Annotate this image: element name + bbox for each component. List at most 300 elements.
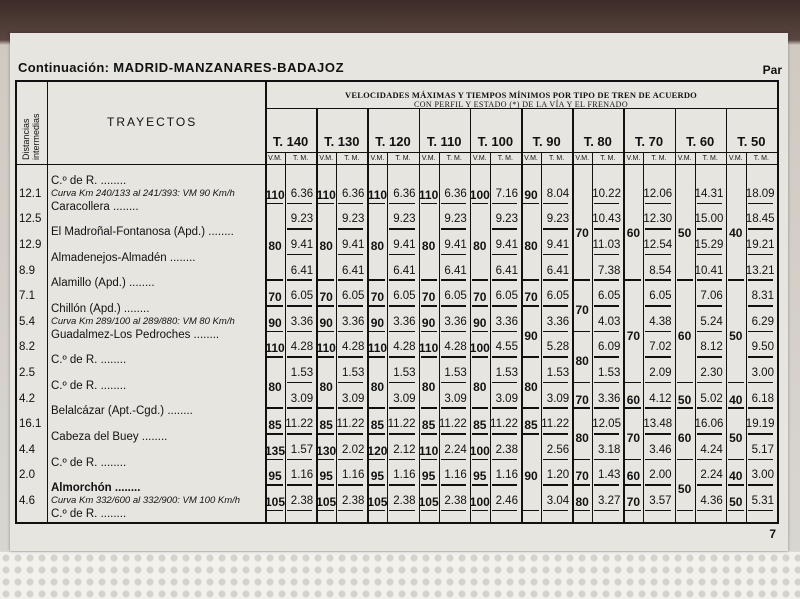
time-separator (389, 510, 414, 512)
time-separator (441, 407, 466, 409)
segment-time: 6.41 (495, 264, 518, 277)
time-separator (594, 459, 619, 461)
max-speed: 100 (469, 495, 490, 509)
header-continuation-label: Continuación: (18, 60, 110, 75)
max-speed: 90 (421, 315, 436, 330)
segment-time: 10.22 (592, 187, 621, 200)
row-distance: 16.1 (19, 418, 42, 431)
time-separator (594, 510, 619, 512)
segment-time: 9.23 (393, 213, 416, 226)
tm-subheader: T. M. (702, 155, 718, 162)
time-separator (697, 356, 722, 358)
station-name: Almorchón ........ (51, 482, 141, 495)
train-type-header: T. 70 (634, 134, 664, 149)
max-speed: 90 (524, 187, 538, 202)
time-separator (748, 484, 773, 486)
vm-subheader: V.M. (472, 155, 487, 162)
vm-subheader: V.M. (421, 155, 436, 162)
speed-separator (523, 356, 539, 358)
segment-time: 3.18 (597, 443, 621, 456)
time-separator (645, 459, 670, 461)
segment-time: 4.55 (495, 341, 518, 354)
row-distance: 8.2 (19, 341, 35, 354)
station-name: C.º de R. ........ (51, 507, 127, 520)
speed-separator (421, 459, 437, 461)
speed-separator (574, 459, 590, 461)
segment-time: 4.36 (700, 495, 723, 507)
station-name: C.º de R. ........ (51, 456, 127, 469)
time-separator (492, 279, 517, 281)
time-separator (594, 382, 619, 384)
segment-time: 5.24 (700, 315, 723, 328)
vm-subheader: V.M. (319, 155, 334, 162)
time-separator (287, 407, 312, 409)
time-separator (543, 305, 568, 307)
segment-time: 9.50 (751, 341, 774, 354)
segment-time: 1.53 (495, 367, 518, 379)
station-name: C.º de R. ........ (51, 354, 127, 367)
segment-time: 2.24 (444, 443, 467, 456)
segment-time: 18.45 (745, 213, 775, 226)
time-separator (338, 382, 363, 384)
time-separator (338, 279, 363, 281)
speed-separator (523, 203, 539, 205)
segment-time: 6.05 (290, 290, 314, 303)
max-speed: 50 (729, 328, 743, 343)
segment-time: 18.09 (745, 187, 775, 200)
tm-subheader: T. M. (293, 155, 309, 162)
tm-subheader: T. M. (753, 155, 769, 162)
time-separator (645, 254, 670, 256)
time-separator (543, 279, 568, 281)
time-separator (543, 331, 568, 333)
time-separator (697, 407, 722, 409)
segment-time: 1.16 (290, 469, 314, 482)
segment-time: 1.53 (546, 367, 570, 379)
max-speed: 80 (575, 354, 589, 369)
time-separator (645, 203, 670, 205)
segment-time: 3.46 (649, 443, 672, 456)
speed-separator (574, 279, 590, 281)
train-type-header: T. 110 (426, 134, 462, 149)
time-separator (492, 459, 517, 461)
speed-separator (318, 510, 334, 512)
segment-time: 7.06 (700, 290, 723, 303)
max-speed: 40 (729, 469, 743, 484)
segment-time: 3.00 (751, 469, 774, 482)
time-separator (645, 484, 670, 486)
vm-tm-rule-1 (336, 152, 337, 522)
speed-separator (318, 305, 334, 307)
row-distance: 8.9 (19, 264, 35, 277)
time-separator (338, 203, 363, 205)
segment-time: 9.41 (495, 239, 518, 251)
max-speed: 80 (268, 379, 282, 394)
station-name: C.º de R. ........ (51, 379, 127, 392)
segment-time: 1.43 (597, 469, 621, 482)
vm-tm-rule-2 (387, 152, 388, 522)
max-speed: 90 (370, 315, 385, 330)
segment-time: 16.06 (694, 418, 724, 431)
max-speed: 50 (729, 495, 743, 509)
max-speed: 50 (677, 482, 692, 497)
time-separator (748, 433, 773, 435)
speed-separator (267, 305, 283, 307)
speed-separator (267, 459, 283, 461)
segment-time: 4.03 (597, 315, 621, 328)
page-header (18, 60, 344, 75)
lace-tablecloth (0, 552, 800, 599)
time-separator (287, 203, 312, 205)
speed-separator (267, 407, 283, 409)
time-separator (748, 356, 773, 358)
time-separator (338, 510, 363, 512)
speed-separator (369, 484, 385, 486)
speed-separator (574, 510, 590, 512)
speed-separator (421, 407, 437, 409)
vm-subheader: V.M. (575, 155, 590, 162)
station-name: Chillón (Apd.) ........ (51, 303, 150, 315)
max-speed: 80 (319, 379, 333, 394)
segment-time: 6.41 (546, 264, 570, 277)
segment-time: 6.05 (444, 290, 467, 303)
segment-time: 6.05 (495, 290, 518, 303)
header-side-label: Par (762, 63, 782, 77)
time-separator (492, 433, 517, 435)
max-speed: 110 (265, 187, 285, 202)
time-separator (697, 433, 722, 435)
time-separator (441, 356, 466, 358)
speed-separator (574, 407, 590, 409)
segment-time: 6.36 (444, 187, 467, 200)
segment-time: 3.36 (546, 315, 570, 328)
time-separator (645, 382, 670, 384)
segment-time: 2.12 (393, 443, 416, 456)
max-speed: 85 (268, 418, 282, 433)
segment-time: 3.00 (751, 367, 774, 379)
time-separator (441, 382, 466, 384)
speed-separator (472, 356, 488, 358)
max-speed: 85 (370, 418, 385, 433)
time-separator (645, 331, 670, 333)
speed-separator (318, 407, 334, 409)
time-separator (338, 331, 363, 333)
segment-time: 3.09 (495, 392, 518, 405)
segment-time: 9.41 (393, 239, 416, 251)
max-speed: 50 (677, 226, 692, 241)
segment-time: 2.38 (393, 495, 416, 507)
max-speed: 80 (575, 495, 589, 509)
segment-time: 2.46 (495, 495, 518, 507)
max-speed: 130 (316, 443, 337, 458)
max-speed: 70 (575, 226, 589, 241)
max-speed: 85 (319, 418, 333, 433)
speed-separator (728, 279, 744, 281)
max-speed: 80 (421, 379, 436, 394)
segment-time: 2.30 (700, 367, 723, 379)
speed-separator (369, 356, 385, 358)
station-name: Belalcázar (Apt.-Cgd.) ........ (51, 405, 193, 418)
time-separator (389, 228, 414, 230)
segment-time: 1.16 (444, 469, 467, 482)
time-separator (594, 228, 619, 230)
time-separator (389, 382, 414, 384)
max-speed: 110 (316, 341, 336, 356)
time-separator (594, 254, 619, 256)
max-speed: 85 (421, 418, 436, 433)
segment-time: 3.09 (393, 392, 416, 405)
speed-separator (318, 484, 334, 486)
speed-separator (728, 484, 744, 486)
segment-time: 6.05 (546, 290, 570, 303)
time-separator (594, 305, 619, 307)
segment-time: 3.04 (546, 495, 570, 507)
max-speed: 70 (626, 328, 641, 343)
max-speed: 95 (473, 469, 487, 484)
speed-separator (574, 484, 590, 486)
segment-time: 3.57 (649, 495, 672, 507)
header-bottom-rule (17, 164, 777, 165)
segment-time: 12.30 (643, 213, 673, 226)
time-separator (748, 382, 773, 384)
speed-separator (369, 433, 385, 435)
speed-separator (421, 305, 437, 307)
segment-time: 2.56 (546, 443, 570, 456)
segment-time: 9.23 (444, 213, 467, 226)
station-name: Caracollera ........ (51, 200, 139, 213)
max-speed: 100 (469, 443, 490, 458)
segment-time: 2.02 (341, 443, 365, 456)
speed-separator (625, 382, 641, 384)
time-separator (441, 459, 466, 461)
time-separator (492, 407, 517, 409)
vm-subheader: V.M. (524, 155, 538, 162)
segment-time: 5.28 (546, 341, 570, 354)
train-type-header: T. 50 (737, 134, 766, 149)
max-speed: 60 (626, 469, 641, 484)
max-speed: 80 (370, 239, 385, 253)
train-type-header: T. 100 (477, 134, 514, 149)
segment-time: 1.53 (341, 367, 365, 379)
speed-separator (267, 331, 283, 333)
segment-time: 6.05 (597, 290, 621, 303)
segment-time: 4.28 (290, 341, 314, 354)
segment-time: 15.29 (694, 239, 724, 251)
speed-separator (318, 459, 334, 461)
segment-time: 11.03 (592, 239, 621, 251)
segment-time: 12.06 (643, 187, 673, 200)
speed-separator (421, 510, 437, 512)
segment-time: 5.31 (751, 495, 774, 507)
speed-separator (421, 279, 437, 281)
speed-separator (369, 331, 385, 333)
speed-separator (677, 459, 693, 461)
time-separator (645, 407, 670, 409)
time-separator (338, 407, 363, 409)
segment-time: 2.00 (649, 469, 672, 482)
segment-time: 2.09 (649, 367, 672, 379)
time-separator (338, 254, 363, 256)
max-speed: 80 (370, 379, 385, 394)
segment-time: 1.16 (495, 469, 518, 482)
speed-separator (472, 279, 488, 281)
time-separator (543, 203, 568, 205)
max-speed: 110 (418, 187, 439, 202)
max-speed: 90 (268, 315, 282, 330)
speed-separator (677, 279, 693, 281)
max-speed: 100 (469, 341, 490, 356)
segment-time: 19.19 (745, 418, 775, 431)
segment-time: 3.36 (341, 315, 365, 328)
tm-subheader: T. M. (497, 155, 513, 162)
segment-time: 9.23 (546, 213, 570, 226)
tm-subheader: T. M. (600, 155, 616, 162)
time-separator (492, 484, 517, 486)
header-route-title: MADRID-MANZANARES-BADAJOZ (113, 60, 345, 75)
max-speed: 90 (319, 315, 333, 330)
segment-time: 6.36 (290, 187, 314, 200)
vm-tm-rule-3 (439, 152, 440, 522)
max-speed: 70 (626, 431, 641, 445)
speed-separator (472, 331, 488, 333)
segment-time: 1.20 (546, 469, 570, 482)
time-separator (287, 279, 312, 281)
time-separator (338, 228, 363, 230)
time-separator (389, 305, 414, 307)
speed-separator (369, 203, 385, 205)
max-speed: 110 (316, 187, 336, 202)
tm-subheader: T. M. (395, 155, 411, 162)
time-separator (389, 254, 414, 256)
segment-time: 12.05 (592, 418, 621, 431)
row-distance: 4.2 (19, 392, 35, 405)
time-separator (748, 228, 773, 230)
speed-separator (421, 331, 437, 333)
vm-tm-rule-7 (643, 152, 644, 522)
vm-tm-rule-6 (592, 152, 593, 522)
speed-separator (472, 305, 488, 307)
time-separator (645, 228, 670, 230)
time-separator (543, 382, 568, 384)
time-separator (492, 331, 517, 333)
time-separator (748, 459, 773, 461)
segment-time: 4.28 (341, 341, 365, 354)
max-speed: 110 (265, 341, 285, 356)
max-speed: 110 (418, 341, 439, 356)
max-speed: 85 (524, 418, 538, 433)
time-separator (594, 279, 619, 281)
time-separator (645, 510, 670, 512)
time-separator (748, 279, 773, 281)
time-separator (594, 433, 619, 435)
train-type-header: T. 130 (324, 134, 360, 149)
time-separator (492, 203, 517, 205)
segment-time: 1.57 (290, 443, 314, 456)
time-separator (441, 203, 466, 205)
segment-time: 3.36 (444, 315, 467, 328)
segment-time: 2.38 (290, 495, 314, 507)
segment-time: 1.16 (341, 469, 365, 482)
segment-time: 3.36 (495, 315, 518, 328)
max-speed: 70 (268, 290, 282, 305)
max-speed: 80 (524, 379, 538, 394)
max-speed: 70 (370, 290, 385, 305)
row-distance: 12.1 (19, 187, 42, 200)
max-speed: 100 (469, 187, 490, 202)
time-separator (389, 279, 414, 281)
vm-subheader: V.M. (626, 155, 641, 162)
page-number: 7 (769, 527, 776, 541)
row-distance: 4.4 (19, 443, 35, 456)
time-separator (645, 279, 670, 281)
max-speed: 135 (265, 443, 286, 458)
segment-time: 6.41 (393, 264, 416, 277)
speed-separator (625, 510, 641, 512)
max-speed: 80 (575, 431, 589, 445)
timetable-table (15, 80, 779, 524)
vm-tm-rule-0 (285, 152, 286, 522)
curve-restriction-note: Curva Km 332/600 al 332/900: VM 100 Km/h (51, 495, 241, 506)
segment-time: 10.41 (694, 264, 724, 277)
segment-time: 2.38 (495, 443, 518, 456)
vm-tm-rule-4 (490, 152, 491, 522)
time-separator (594, 356, 619, 358)
speed-separator (523, 407, 539, 409)
segment-time: 3.36 (290, 315, 314, 328)
time-separator (543, 510, 568, 512)
tm-subheader: T. M. (651, 155, 667, 162)
speed-separator (728, 459, 744, 461)
speed-separator (677, 407, 693, 409)
max-speed: 90 (524, 469, 538, 484)
time-separator (697, 305, 722, 307)
time-separator (441, 279, 466, 281)
vm-subheader: V.M. (268, 155, 282, 162)
time-separator (748, 254, 773, 256)
station-name: Alamillo (Apd.) ........ (51, 277, 155, 290)
time-separator (543, 433, 568, 435)
time-separator (645, 433, 670, 435)
segment-time: 8.54 (649, 264, 672, 277)
max-speed: 105 (367, 495, 388, 509)
max-speed: 110 (367, 187, 388, 202)
vm-tm-rule-5 (541, 152, 542, 522)
max-speed: 70 (421, 290, 436, 305)
segment-time: 6.05 (341, 290, 365, 303)
segment-time: 6.09 (597, 341, 621, 354)
speed-separator (369, 407, 385, 409)
speed-separator (421, 484, 437, 486)
speed-separator (472, 484, 488, 486)
segment-time: 11.22 (438, 418, 467, 431)
time-separator (748, 203, 773, 205)
time-separator (389, 407, 414, 409)
speed-separator (318, 433, 334, 435)
time-separator (389, 203, 414, 205)
time-separator (697, 331, 722, 333)
max-speed: 40 (729, 226, 743, 241)
speed-separator (318, 356, 334, 358)
time-separator (697, 382, 722, 384)
time-separator (389, 484, 414, 486)
segment-time: 5.17 (751, 443, 774, 456)
segment-time: 3.36 (393, 315, 416, 328)
velocity-table-title: VELOCIDADES MÁXIMAS Y TIEMPOS MÍNIMOS POR TIPO DE TREN DE ACUERDO (345, 90, 697, 100)
time-separator (492, 382, 517, 384)
segment-time: 6.05 (649, 290, 672, 303)
time-separator (287, 331, 312, 333)
time-separator (594, 203, 619, 205)
